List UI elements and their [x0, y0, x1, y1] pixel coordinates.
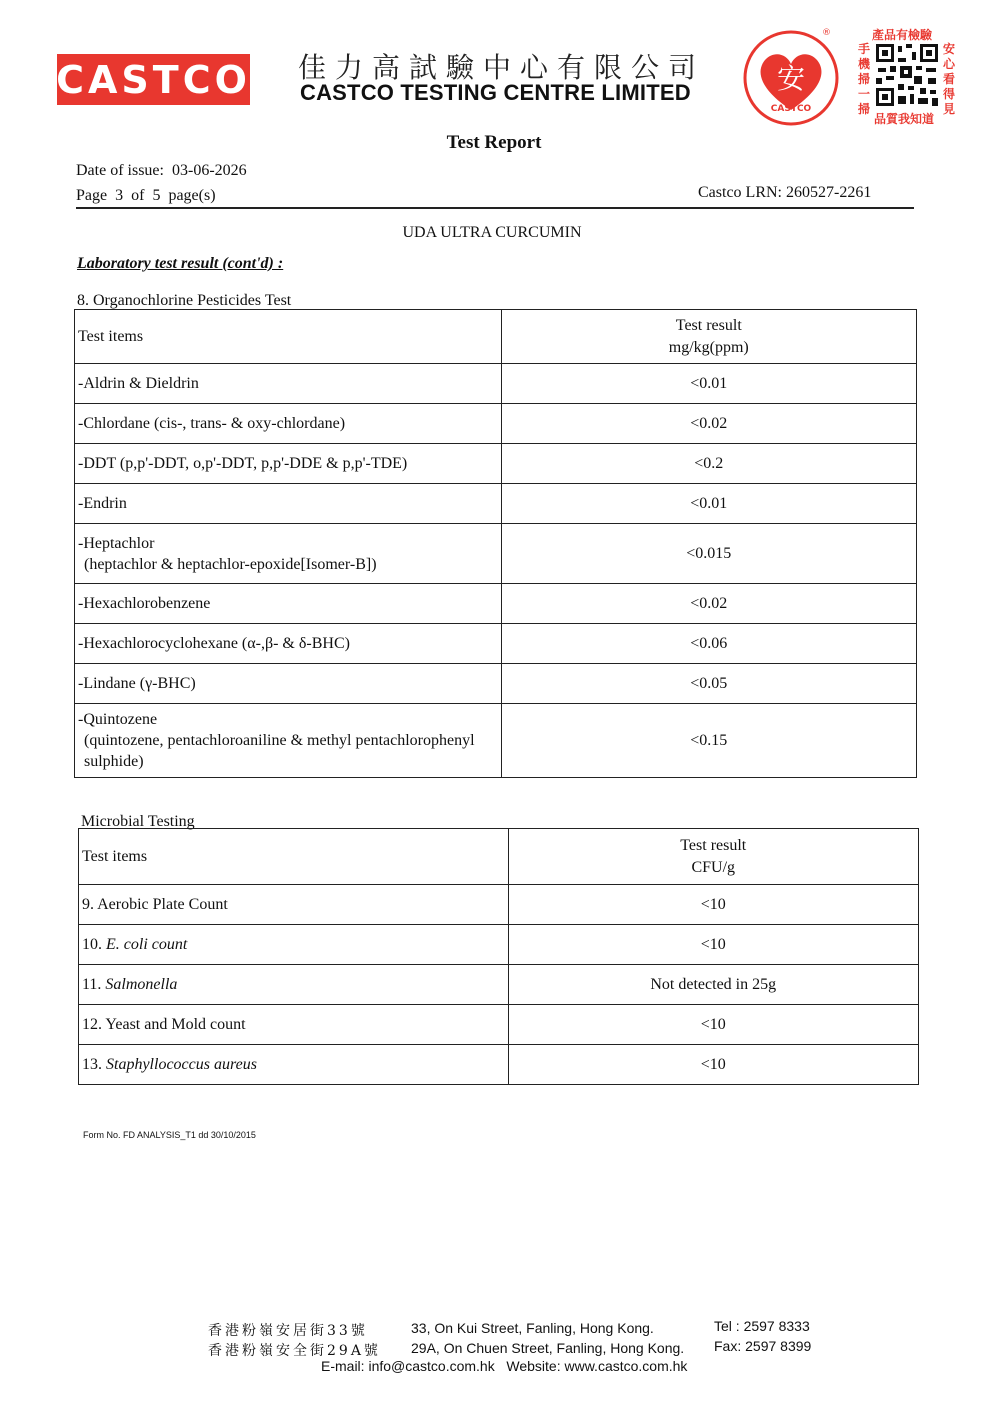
test-item: -DDT (p,p'-DDT, o,p'-DDT, p,p'-DDE & p,p'-TDE)	[75, 444, 502, 484]
website-label: Website:	[506, 1358, 561, 1374]
test-number: 12.	[82, 1015, 102, 1033]
table-row	[79, 965, 919, 1005]
product-name: UDA ULTRA CURCUMIN	[402, 224, 582, 241]
test-result: <0.05	[501, 664, 916, 704]
organochlorine-table	[74, 309, 917, 778]
test-item-name: -Heptachlor	[78, 534, 155, 552]
test-number: 10.	[82, 935, 102, 953]
table-row	[75, 624, 917, 664]
test-item-detail-cont: sulphide)	[84, 753, 144, 770]
col-test-result	[501, 310, 916, 364]
test-result: <10	[508, 1005, 918, 1045]
lrn-label: Castco LRN:	[698, 184, 782, 201]
report-title: Test Report	[446, 132, 542, 153]
castco-logo: CASTCO	[57, 54, 250, 105]
test-item: -Lindane (γ-BHC)	[75, 664, 502, 704]
page-suffix: page(s)	[168, 187, 216, 204]
table-row	[75, 364, 917, 404]
table-row	[75, 664, 917, 704]
footer-address-cn-2: 香港粉嶺安全街29A號	[208, 1343, 381, 1359]
lrn-value: 260527-2261	[786, 184, 872, 201]
header-divider	[76, 207, 914, 209]
footer-address-cn-1: 香港粉嶺安居街33號	[208, 1323, 368, 1339]
table-row	[79, 885, 919, 925]
test-result: <0.06	[501, 624, 916, 664]
test-item: -Aldrin & Dieldrin	[75, 364, 502, 404]
table-row	[75, 524, 917, 584]
test-item: -Hexachlorobenzene	[75, 584, 502, 624]
issue-date	[76, 162, 247, 180]
test-item-name: -Quintozene	[78, 711, 158, 728]
issue-date-value: 03-06-2026	[171, 162, 247, 179]
test-item-name: E. coli count	[106, 935, 188, 953]
safety-seal-icon	[741, 28, 841, 128]
website-link[interactable]: www.castco.com.hk	[564, 1358, 688, 1374]
table-row	[75, 404, 917, 444]
test-result: <0.15	[501, 704, 916, 778]
microbial-table	[78, 828, 919, 1085]
castco-lrn	[698, 184, 871, 202]
page-of: of	[131, 187, 145, 204]
table-row	[75, 444, 917, 484]
test-result: <0.02	[501, 584, 916, 624]
test-result: <0.015	[501, 524, 916, 584]
form-number: Form No. FD ANALYSIS_T1 dd 30/10/2015	[83, 1130, 256, 1140]
col-test-items: Test items	[75, 310, 502, 364]
table-row	[75, 704, 917, 778]
page-label: Page	[76, 187, 108, 204]
registered-mark: ®	[822, 28, 831, 38]
test-item-detail: (quintozene, pentachloroaniline & methyl pentachlorophenyl	[84, 732, 475, 749]
email-link[interactable]: info@castco.com.hk	[368, 1358, 495, 1374]
table-row	[79, 1005, 919, 1045]
table-row	[75, 584, 917, 624]
test-item	[79, 1045, 509, 1085]
test-item	[75, 704, 502, 778]
test-result: <10	[508, 885, 918, 925]
qr-caption-left: 手機掃一掃	[858, 42, 871, 116]
col-test-items: Test items	[79, 829, 509, 885]
test-number: 11.	[82, 975, 102, 993]
col-result-unit: mg/kg(ppm)	[668, 338, 749, 356]
qr-code-icon	[874, 42, 940, 108]
issue-date-label: Date of issue:	[76, 162, 164, 179]
test-item: -Hexachlorocyclohexane (α-,β- & δ-BHC)	[75, 624, 502, 664]
page-number: 3	[115, 187, 124, 204]
microbial-title: Microbial Testing	[81, 813, 195, 830]
table-row	[75, 484, 917, 524]
organochlorine-title: 8. Organochlorine Pesticides Test	[77, 292, 292, 309]
test-result: Not detected in 25g	[508, 965, 918, 1005]
test-item-detail: (heptachlor & heptachlor-epoxide[Isomer-B])	[84, 555, 377, 573]
test-result: <0.01	[501, 364, 916, 404]
test-item-name: Salmonella	[105, 975, 178, 993]
test-number: 13.	[82, 1055, 102, 1073]
qr-caption-right: 安心看得見	[943, 42, 956, 116]
table-row	[79, 1045, 919, 1085]
test-item-name: Yeast and Mold count	[105, 1015, 246, 1033]
test-item: -Chlordane (cis-, trans- & oxy-chlordane)	[75, 404, 502, 444]
table-header-row	[79, 829, 919, 885]
test-item	[75, 524, 502, 584]
table-header-row	[75, 310, 917, 364]
footer-address-en-2: 29A, On Chuen Street, Fanling, Hong Kong.	[411, 1340, 685, 1356]
footer-fax: Fax: 2597 8399	[714, 1338, 812, 1354]
test-result: <0.2	[501, 444, 916, 484]
table-row	[79, 925, 919, 965]
test-number: 9.	[82, 895, 94, 913]
qr-caption-top: 產品有檢驗	[872, 28, 933, 42]
seal-label: CASTCO	[770, 104, 812, 114]
seal-character: 安	[776, 62, 806, 95]
email-label: E-mail:	[321, 1358, 365, 1374]
test-item	[79, 885, 509, 925]
col-result-label: Test result	[675, 316, 742, 334]
page-indicator	[76, 187, 216, 205]
footer-tel: Tel : 2597 8333	[714, 1318, 810, 1334]
company-name-chinese: 佳力高試驗中心有限公司	[298, 51, 706, 84]
col-test-result	[508, 829, 918, 885]
page-total: 5	[152, 187, 161, 204]
test-item	[79, 1005, 509, 1045]
footer-contact	[321, 1358, 687, 1374]
test-result: <10	[508, 925, 918, 965]
company-name-english: CASTCO TESTING CENTRE LIMITED	[300, 80, 691, 105]
test-result: <10	[508, 1045, 918, 1085]
footer-address-en-1: 33, On Kui Street, Fanling, Hong Kong.	[411, 1320, 654, 1336]
test-item-name: Aerobic Plate Count	[97, 895, 228, 913]
test-item: -Endrin	[75, 484, 502, 524]
test-item	[79, 925, 509, 965]
section-heading: Laboratory test result (cont'd) :	[77, 255, 284, 272]
col-result-label: Test result	[680, 836, 747, 854]
test-item-name: Staphyllococcus aureus	[106, 1055, 257, 1073]
test-result: <0.01	[501, 484, 916, 524]
qr-caption-bottom: 品質我知道	[874, 112, 935, 126]
test-result: <0.02	[501, 404, 916, 444]
test-item	[79, 965, 509, 1005]
col-result-unit: CFU/g	[691, 858, 736, 876]
